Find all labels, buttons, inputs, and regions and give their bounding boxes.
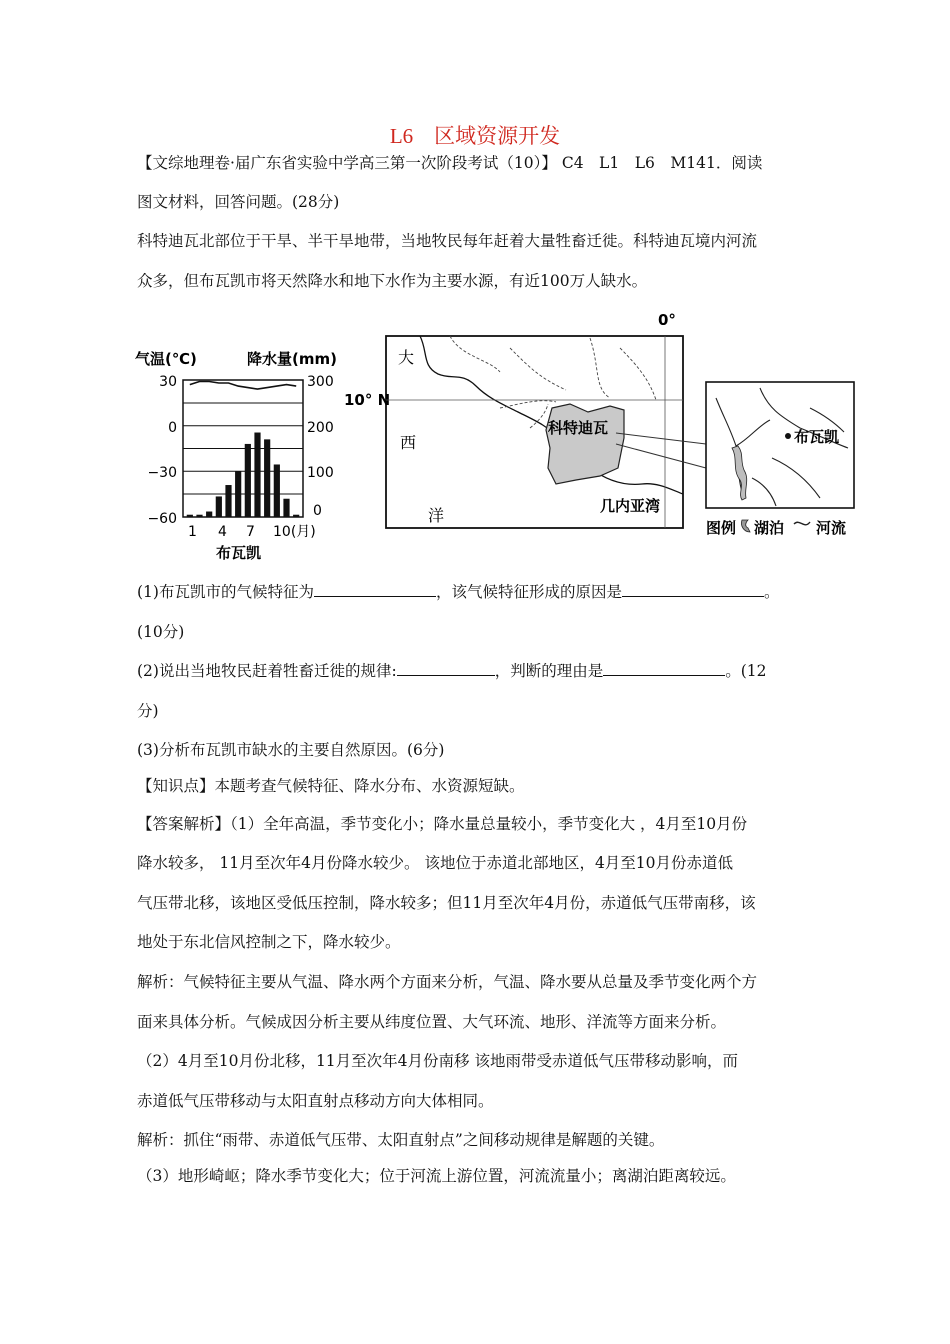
temp-tick-minus60: −60 xyxy=(147,511,177,527)
ocean-char-3: 洋 xyxy=(428,506,445,525)
precip-tick-200: 200 xyxy=(307,420,334,436)
q2-score: 分) xyxy=(137,702,159,720)
month-tick-10: 10(月) xyxy=(273,524,316,540)
precip-tick-300: 300 xyxy=(307,374,334,390)
precip-bar-9 xyxy=(264,439,270,517)
precip-bar-12 xyxy=(293,515,299,517)
precip-bar-3 xyxy=(206,512,212,517)
precip-bar-2 xyxy=(196,515,202,517)
question-1 xyxy=(137,582,827,602)
answer-line-10: 解析：抓住“雨带、赤道低气压带、太阳直射点”之间移动规律是解题的关键。 xyxy=(137,1131,665,1149)
city-dot xyxy=(785,433,791,439)
location-map xyxy=(344,308,870,548)
q1-blank-2 xyxy=(622,582,764,597)
precip-axis-label: 降水量(mm) xyxy=(247,350,337,368)
answer-line-2: 【答案解析】（1）全年高温，季节变化小；降水量总量较小，季节变化大 ，4月至10月份 xyxy=(137,815,748,833)
precip-bar-4 xyxy=(216,496,222,517)
answer-line-6: 解析：气候特征主要从气温、降水两个方面来分析，气温、降水要从总量及季节变化两个方 xyxy=(137,973,758,991)
temp-tick-minus30: −30 xyxy=(147,465,177,481)
q1-text-b: ，该气候特征形成的原因是 xyxy=(435,583,622,601)
q1-blank-1 xyxy=(314,582,436,597)
material-line-2: 众多，但布瓦凯市将天然降水和地下水作为主要水源，有近100万人缺水。 xyxy=(137,272,648,290)
page-title: L6 区域资源开发 xyxy=(389,124,561,148)
temp-tick-0: 0 xyxy=(168,420,177,436)
precip-bar-5 xyxy=(225,485,231,517)
precip-bar-11 xyxy=(283,499,289,517)
precip-bar-1 xyxy=(187,515,193,517)
precip-bar-7 xyxy=(245,444,251,517)
answer-line-1: 【知识点】本题考查气候特征、降水分布、水资源短缺。 xyxy=(137,777,525,795)
river-legend-icon xyxy=(794,522,810,525)
city-label: 布瓦凯 xyxy=(794,428,840,446)
q2-text-a: (2)说出当地牧民赶着牲畜迁徙的规律: xyxy=(137,662,397,680)
q2-blank-1 xyxy=(397,661,495,676)
climate-chart xyxy=(133,340,353,565)
question-3: (3)分析布瓦凯市缺水的主要自然原因。(6分) xyxy=(137,741,445,759)
q1-score: (10分) xyxy=(137,623,185,641)
latitude-label: 10° N xyxy=(344,391,391,409)
legend-prefix: 图例 xyxy=(706,519,737,537)
question-source: 【文综地理卷·届广东省实验中学高三第一次阶段考试（10）】 C4 L1 L6 M141．阅读 xyxy=(137,154,763,172)
q2-text-b: ，判断的理由是 xyxy=(494,662,604,680)
month-tick-1: 1 xyxy=(188,524,197,540)
month-tick-4: 4 xyxy=(218,524,227,540)
lake-legend-icon xyxy=(741,520,750,532)
gulf-label: 几内亚湾 xyxy=(600,497,661,515)
answer-line-5: 地处于东北信风控制之下，降水较少。 xyxy=(137,933,401,951)
temperature-line xyxy=(190,382,296,390)
precip-bar-6 xyxy=(235,471,241,517)
precip-bar-10 xyxy=(274,464,280,517)
question-prompt: 图文材料，回答问题。(28分) xyxy=(137,193,340,211)
temp-axis-label: 气温(℃) xyxy=(135,350,197,368)
answer-line-11: （3）地形崎岖；降水季节变化大；位于河流上游位置，河流流量小；离湖泊距离较远。 xyxy=(137,1167,736,1185)
q2-blank-2 xyxy=(603,661,725,676)
material-line-1: 科特迪瓦北部位于干旱、半干旱地带，当地牧民每年赶着大量牲畜迁徙。科特迪瓦境内河流 xyxy=(137,232,758,250)
q2-text-c: 。(12 xyxy=(725,662,767,680)
precip-tick-0: 0 xyxy=(313,503,322,519)
answer-line-4: 气压带北移，该地区受低压控制，降水较多；但11月至次年4月份，赤道低气压带南移，该 xyxy=(137,894,756,912)
legend-lake-label: 湖泊 xyxy=(754,519,785,537)
temp-tick-30: 30 xyxy=(159,374,177,390)
country-label: 科特迪瓦 xyxy=(548,419,609,437)
precip-bar-8 xyxy=(254,433,260,517)
answer-line-8: （2）4月至10月份北移，11月至次年4月份南移 该地雨带受赤道低气压带移动影响，而 xyxy=(137,1052,738,1070)
precip-tick-100: 100 xyxy=(307,465,334,481)
question-2 xyxy=(137,661,827,681)
answer-line-7: 面来具体分析。气候成因分析主要从纬度位置、大气环流、地形、洋流等方面来分析。 xyxy=(137,1013,727,1031)
q1-text-c: 。 xyxy=(763,583,780,601)
station-label: 布瓦凯 xyxy=(216,544,262,562)
q1-text-a: (1)布瓦凯市的气候特征为 xyxy=(137,583,314,601)
answer-line-3: 降水较多， 11月至次年4月份降水较少。 该地位于赤道北部地区，4月至10月份赤道低 xyxy=(137,854,734,872)
month-tick-7: 7 xyxy=(246,524,255,540)
ocean-char-2: 西 xyxy=(400,433,417,452)
meridian-label: 0° xyxy=(658,311,676,329)
legend-river-label: 河流 xyxy=(816,519,847,537)
answer-line-9: 赤道低气压带移动与太阳直射点移动方向大体相同。 xyxy=(137,1092,494,1110)
ocean-char-1: 大 xyxy=(398,348,415,367)
